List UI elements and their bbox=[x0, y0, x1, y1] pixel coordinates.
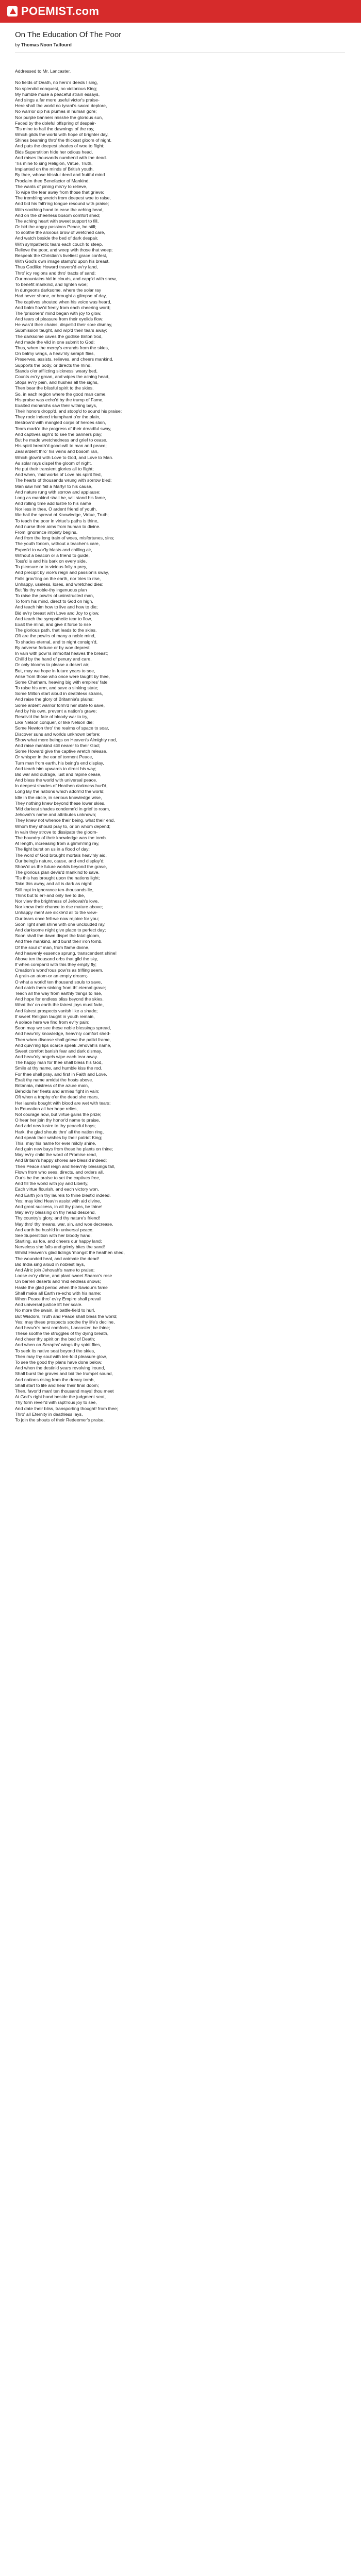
author-link[interactable]: Thomas Noon Talfourd bbox=[21, 42, 72, 47]
logo-text: POEMIST.com bbox=[21, 5, 100, 18]
site-header bbox=[0, 0, 361, 23]
site-logo[interactable] bbox=[7, 5, 99, 18]
byline bbox=[15, 41, 345, 48]
poem-container bbox=[15, 30, 345, 1423]
logo-icon bbox=[7, 6, 18, 16]
poem-title: On The Education Of The Poor bbox=[15, 30, 122, 39]
byline-prefix: by bbox=[15, 42, 20, 47]
poem-body: Addressed to Mr. Lancaster. No fields of Death, no hero's deeds I sing, No splendid conquest, no victorious King; My humble muse a peaceful strain essays, And sings a far more useful victor's praise- Here shall the world no tyrant's sword deplore, No warrior dip his plumes in human gore; Nor purple banners misshe the glorious sun, Faced by the doleful offspring of despair- 'Tis mine to hail the dawnings of the ray, Which gilds the world with hope of brighter day, Shines beaming thro' the thickest gloom of night, And puts the deepest shades of woe to flight; Bids Superstition hide her odious head, And raises thousands number'd with the dead. 'Tis mine to sing Religion, Virtue, Truth, Implanted on the minds of British youth, By thee, whose blissful deed and fruitful mind Proclaim thee Benefactor of Mankind. The wants of pining mis'ry to relieve, To wipe the tear away from those that grieve; The trembling wretch from deepest woe to raise, And bid his falt'ring tongue resound with praise; With soothing hand to ease the aching head, And on the cheerless bosom comfort shed; The aching heart with sweet support to fill, Or bid the angry passions Peace, be still; To soothe the anxious brow of wretched care, And watch beside the bed of dark despair, With sympathetic tears each couch to steep, Relieve the poor, and weep with those that weep; Bespeak the Christian's liveliest grace confest, With God's own image stamp'd upon his breast. Thus Godlike Howard travers'd ev'ry land, Thro' icy regions and thro' tracts of sand; Our mountains hid in clouds, and capp'd with snow, To benefit mankind, and lighten woe; In dungeons darksome, where the solar ray Had never shone, or brought a glimpse of day, The captives shouted when his voice was heard, And balm flow'd freely from each cheering word; The 'prisoners' mind began with joy to glow, And tears of pleasure from their eyelids flow: He was'd their chains, dispell'd their sore dismay, Submission taught, and wip'd their tears away; The darksome caves the godlike Briton trod, And made the vild in one submit to God; Thus, when the mercy's errands from the skies, On balmy wings, a heav'nly seraph flies, Preserves, assists, relieves, and cheers mankind, Supports the body, or directs the mind, Stands o'er afflicting sickness' weary bed, Counts ev'ry groan, and wipes the aching head, Stops ev'ry pain, and hushes all the sighs, Then bear the blissful spirit to the skies. So, in each region where the good man came, His praise was echo'd by the trump of Fame, Exalted monarchs saw their withing bays, Their honors dropp'd, and stoop'd to sound his praise; They rode indeed triumphant o'er the plain, Bestrow'd with mangled corps of heroes slain, Tears mark'd the progress of their dreadful sway, And captives sigh'd to see the banners play; But he made wretchedness and grief to cease, His spirit breath'd good-will to man and peace; Zeal ardent thro' his veins and bosom ran, Which glow'd with Love to God, and Love to Man. As solar rays dispel the gloom of night, He put their transient glories all to flight; And when, 'mid works of Love his spirit fled, The hearts of thousands wrung with sorrow bled; Man saw him fall a Martyr to his cause, And nature rung with sorrow and applause: Long as mankind shall be, will stand his fame, And rolling time add lustre to his name Nor less in thee, O ardent friend of youth, We hail the spread of Knowledge, Virtue, Truth; To teach the poor in virtue's paths is thine, And nurse their aims from human to divine. From ignorance impiety begins, And from the long train of woes, misfortunes, sins; The youth forlorn, without a teacher's care, Expos'd to wor'ly blasts and chilling air, Without a beacon or a friend to guide, Toss'd is and his bark on every side, To pleasure or to vicious folly a prey, And precipit by vice's reign and passion's sway, Falls grov'ling on the earth, nor tries to rise, Unhappy, useless, loses, and wretched dies: But 'tis thy noble-thy ingenuous plan To raise the pow'rs of uninstructed man, To form his mind, direct to God on high, And teach him how to live and how to die; Bid ev'ry breast with Love and Joy to glow, And teach the sympathetic tear to flow, Exalt the mind, and give it force to rise The glorious path, that leads to the skies. Oft are the pow'rs of many a noble mind, To shades eternal, and to night consign'd, By adverse fortune or by woe deprest; In vain with pow'rs immortal heaves the breast; Chill'd by the hand of penury and care, Or only blooms to please a desert air; But, may we hope in future years to see, Arise from those who once were taught by thee, Some Chatham, heaving big with empires' fate To raise his arm, and save a sinking state; Some Milton start aloud in deathless strains, And raise the glory of Britannia's plains; Some ardent warrior form'd her state to save, And by his own, prevent a nation's grave; Resolv'd the fate of bloody war to try, Like Nelson conquer, or like Nelson die; Some Newton thro' the realms of space to soar, Discover suns and worlds unknown before; Show what more beings on Heaven's Almighty nod, And raise mankind still nearer to their God; Some Howard give the captive wretch release, Or whisper in the ear of torment Peace, Turn man from earth, his being's end display, And teach him upwards to direct his way; Bid war and outrage, lust and rapine cease, And bless the world with universal peace. In deepest shades of Heathen darkness hurl'd, Long lay the nations which adorn'd the world; Idle in the circle, in serious knowledge wise, They nothing knew beyond these lower skies. 'Mid darkest shades condemn'd in grief to roam, Jehovah's name and attributes unknown; They knew not whence their being, what their end, Whom they should pray to, or on whom depend; In vain they strove to dissipate the gloom- The boundry of their knowledge was the tomb. At length, increasing from a glimm'ring ray, The light burst on us in a flood of day; The word of God brought mortals heav'nly aid, Our being's nature, cause, and end display'd; Show'd us the future worlds beyond the grave, The glorious plan devis'd mankind to save. 'Tis this has brought upon the nations light; Take this away, and all is dark as night: Still rapt in ignorance ten-thousands lie, Think but to err-and only live to die, Nor view the brightness of Jehovah's love, Nor know their chance to rise mature above; Unhappy men! are sickle'd all to the view- Our tears once fell-we now rejoice for you; Soon light shall shine with one unclouded ray, And darksome night give place to perfect day; Soon shall the dawn dispel the fatal gloom, And free mankind, and burst their iron tomb. Of the soul of man, from flame divine, And heavenly essence sprung, transcendent shine! Above ten thousand orbs that gild the sky, If when compar'd with this they empty fly; Creation's wond'rous pow'rs as trifling seem, A grain-an atom-or an empty dream;- O what a world! ten thousand souls to save, And catch them sinking from th' eternal grave; Teach all the way from earthly things to rise, And hope for endless bliss beyond the skies. What tho' on earth the fairest joys must fade, And fairest prospects vanish like a shade; If sweet Religion taught in youth remain, A solace here we find from ev'ry pain; Soon may we see these noble blessings spread, And heav'nly knowledge, heav'nly comfort shed- Then when disease shall grieve the pallid frame, And quiv'ring lips scarce speak Jehovah's name, Sweet comfort banish fear and dark dismay, And heav'nly angels wipe each tear away. The happy man for thee shall bless his God, Smile at thy name, and humble kiss the rod. For thee shall pray, and first in Faith and Love, Exalt thy name amidst the hosts above. Britannia, mistress of the azure main, Beholds her fleets and armies fight in vain; Oft when a trophy o'er the dead she rears, Her laurels bought with blood are wet with tears; In Education all her hope relies, Not courage now, but virtue gains the prize; O hear her join thy honor'd name to praise, And add new lustre to thy peaceful bays; Hark, the glad shouts thro' all the nation ring, And speak their wishes by their patriot King; This, may his name for ever mildly shine, And gain new bays from those he plants on thine; May ev'ry child the word of Promise read, And Britain's happy shores are bless'd indeed; Then Peace shall reign and heav'nly blessings fall, Flown from who sees, directs, and orders all. Our's be the praise to set the captives free, And fill the world with joy and Liberty, Each virtue flourish, and each victory won, And Earth join thy laurels to thine blest'd indeed. Yes; may kind Heav'n assist with aid divine, And great success, in all thy plans, be thine! May ev'ry blessing on thy head descend, Thy country's glory, and thy nature's friend! May thro' thy means, war, sin, and woe decrease, And earth be hush'd in universal peace. See Superstition with her bloody hand, Starting, as foe, and cheers our happy land; Nerveless she falls and grimly bites the sand! Whilst Heaven's glad tidings 'mongst the heathen shed, The wounded heal, and animate the dead! Bid India sing aloud in noblest lays, And Afric join Jehovah's name to praise; Loose ev'ry clime, and plant sweet Sharon's rose On barren deserts and 'mid endless snows; Haste the glad period when the Saviour's fame Shall make all Earth re-echo with his name; When Peace thro' ev'ry Empire shall prevail And universal justice lift her scale. No more the swain, in battle-field to hurl, But Wisdom, Truth and Peace shall bless the world; Yes; may these prospects soothe thy life's decline, And heav'n's best comforts, Lancaster, be thine; These soothe the struggles of thy dying breath, And cheer thy spirit on the bed of Death; And when on Seraphs' wings thy spirit flies, To seek its native seat beyond the skies, Then may thy soul with ten-fold pleasure glow, To see the good thy plans have done below; And when the destin'd years revolving 'round, Shall burst the graves and bid the trumpet sound, And nations rising from the dreary tomb, Shall start to life and hear their final doom; Then, favor'd man! ten thousand mays! thou meet At God's right hand beside the judgment seat, Thy form rever'd with rapt'rous joy to see, And date their bliss, transporting thought! from thee; Thro' all Eternity in deathless lays, To join the shouts of their Redeemer's praise. bbox=[15, 69, 125, 1422]
